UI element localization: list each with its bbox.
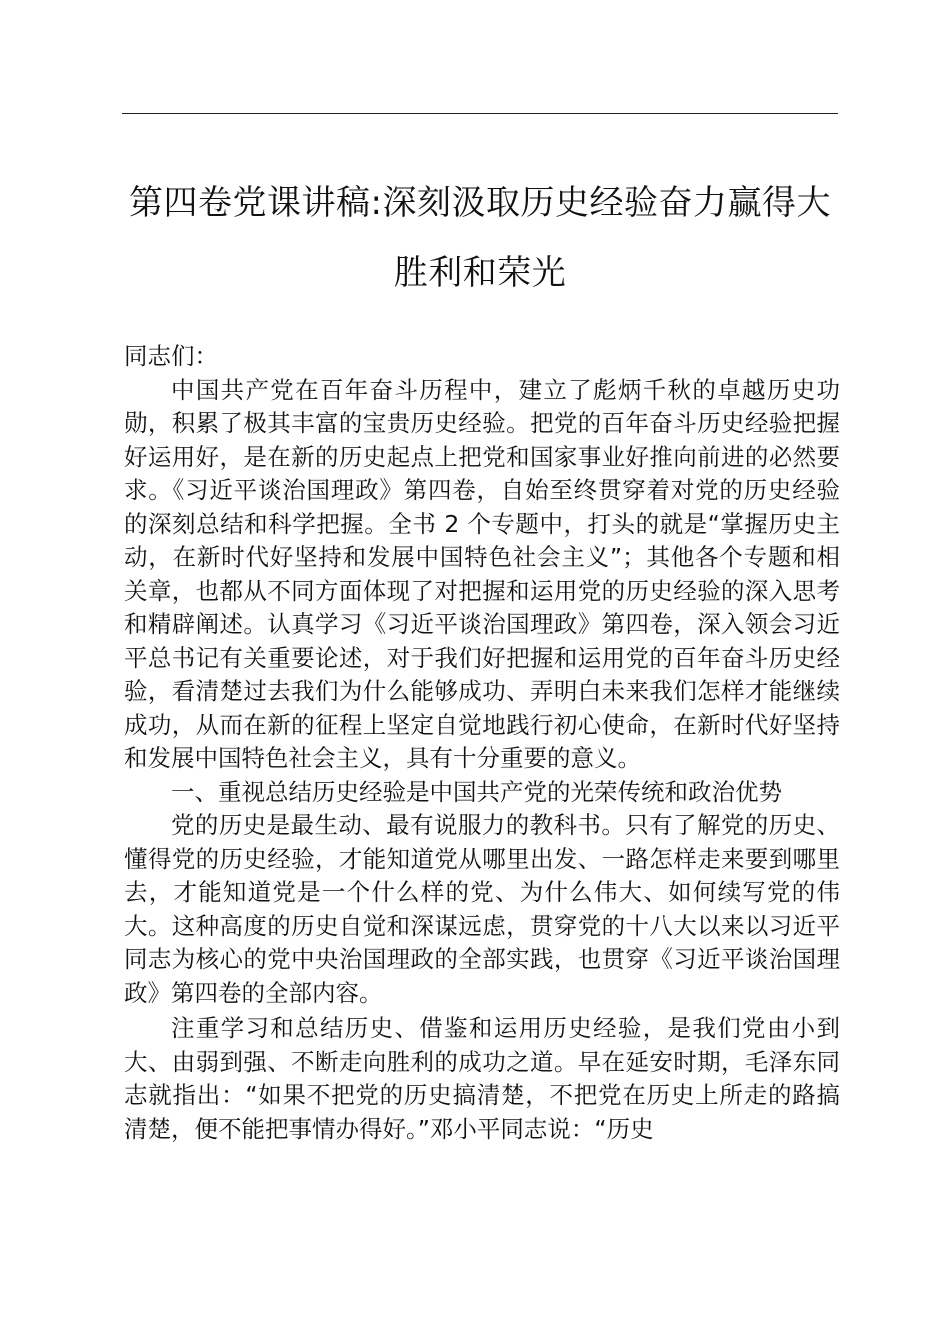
paragraph-intro: 中国共产党在百年奋斗历程中，建立了彪炳千秋的卓越历史功勋，积累了极其丰富的宝贵历史经验。把党的百年奋斗历史经验把握好运用好，是在新的历史起点上把党和国家事业好推向前进的必然要求。《习近平谈治国理政》第四卷，自始至终贯穿着对党的历史经验的深刻总结和科学把握。全书 2 个专题中，打头的就是“掌握历史主动，在新时代好坚持和发展中国特色社会主义”；其他各个专题和相关章，也都从不同方面体现了对把握和运用党的历史经验的深入思考和精辟阐述。认真学习《习近平谈治国理政》第四卷，深入领会习近平总书记有关重要论述，对于我们好把握和运用党的百年奋斗历史经验，看清楚过去我们为什么能够成功、弄明白未来我们怎样才能继续成功，从而在新的征程上坚定自觉地践行初心使命，在新时代好坚持和发展中国特色社会主义，具有十分重要的意义。: [124, 375, 840, 772]
title-line-2: 胜利和荣光: [393, 253, 567, 293]
header-rule: [122, 113, 838, 114]
document-body: [124, 340, 840, 1146]
salutation: 同志们：: [124, 342, 218, 370]
title-line-1: 第四卷党课讲稿:深刻汲取历史经验奋力赢得大: [129, 183, 831, 223]
paragraph-history-learning: 注重学习和总结历史、借鉴和运用历史经验，是我们党由小到大、由弱到强、不断走向胜利的成功之道。早在延安时期，毛泽东同志就指出：“如果不把党的历史搞清楚，不把党在历史上所走的路搞清楚，便不能把事情办得好。”邓小平同志说：“历史: [124, 1014, 840, 1143]
document-title: [110, 168, 850, 308]
section-heading-1: 一、重视总结历史经验是中国共产党的光荣传统和政治优势: [171, 777, 782, 806]
paragraph-party-history: 党的历史是最生动、最有说服力的教科书。只有了解党的历史、懂得党的历史经验，才能知道党从哪里出发、一路怎样走来要到哪里去，才能知道党是一个什么样的党、为什么伟大、如何续写党的伟大。这种高度的历史自觉和深谋远虑，贯穿党的十八大以来以习近平同志为核心的党中央治国理政的全部实践，也贯穿《习近平谈治国理政》第四卷的全部内容。: [124, 811, 840, 1007]
